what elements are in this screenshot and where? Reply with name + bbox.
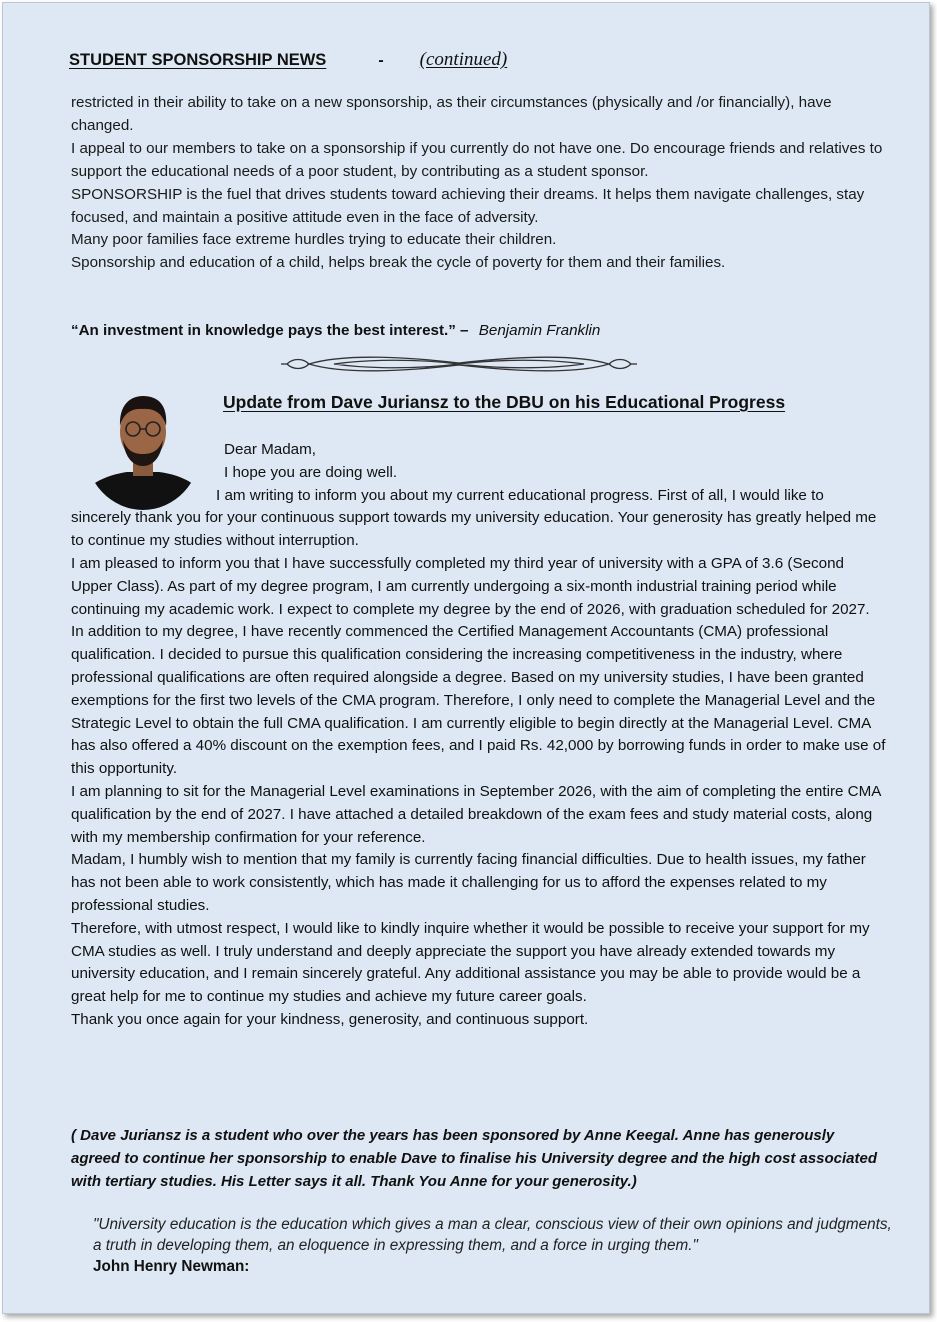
letter-body	[71, 439, 886, 1032]
intro-paragraph: Many poor families face extreme hurdles trying to educate their children.	[71, 231, 557, 249]
section-header	[69, 49, 507, 77]
letter-paragraph: I am planning to sit for the Managerial Level examinations in September 2026, with the aim of completing the entire CMA qualification by the end of 2027. I have attached a detailed breakdown of the exam fees and study material costs, along with my membership confirmation for your reference.	[71, 782, 881, 846]
quote-author: Benjamin Franklin	[478, 322, 601, 339]
intro-paragraph: I appeal to our members to take on a sponsorship if you currently do not have one. Do encourage friends and relatives to support the educational needs of a poor student, by contributing as a student sponsor.	[71, 139, 883, 180]
letter-paragraph: Thank you once again for your kindness, generosity, and continuous support.	[71, 1010, 589, 1028]
letter-paragraph: In addition to my degree, I have recently commenced the Certified Management Accountants (CMA) professional qualification. I decided to pursue this qualification considering the increasing competitiveness in the industry, where professional qualifications are often required alongside a degree. Based on my university studies, I have been granted exemptions for the first two levels of the CMA program. Therefore, I only need to complete the Managerial Level and the Strategic Level to obtain the full CMA qualification. I am currently eligible to begin directly at the Managerial Level. CMA has also offered a 40% discount on the exemption fees, and I paid Rs. 42,000 by borrowing funds in order to make use of this opportunity.	[71, 623, 886, 778]
letter-paragraph: Madam, I humbly wish to mention that my family is currently facing financial difficulties. Due to health issues, my father has not been able to work consistently, which has made it challenging for us to afford the expenses related to my professional studies.	[71, 851, 866, 914]
ornamental-divider-icon	[279, 353, 639, 375]
intro-text	[71, 92, 886, 275]
editor-note: ( Dave Juriansz is a student who over the years has been sponsored by Anne Keegal. Anne has generously agreed to continue her sponsorship to enable Dave to finalise his University degree and the high cost associated with tertiary studies. His Letter says it all. Thank You Anne for your generosity.)	[71, 1127, 878, 1190]
letter-paragraph	[71, 485, 886, 553]
franklin-quote	[71, 320, 891, 342]
header-dash: -	[378, 52, 384, 69]
letter-line: I hope you are doing well.	[224, 463, 398, 481]
intro-paragraph: Sponsorship and education of a child, helps break the cycle of poverty for them and their families.	[71, 254, 726, 272]
letter-paragraph: I am pleased to inform you that I have successfully completed my third year of university with a GPA of 3.6 (Second Upper Class). As part of my degree program, I am currently undergoing a six-month industrial training period while continuing my academic work. I expect to complete my degree by the end of 2026, with graduation scheduled for 2027.	[71, 554, 870, 618]
quote-text: "University education is the education which gives a man a clear, conscious view of their own opinions and judgments, a truth in developing them, an eloquence in expressing them, and a force in urging them."	[93, 1216, 892, 1254]
letter-greeting: Dear Madam,	[224, 441, 317, 458]
letter-paragraph: Therefore, with utmost respect, I would like to kindly inquire whether it would be possible to receive your support for my CMA studies as well. I truly understand and deeply appreciate the support you have already extended towards my university education, and I remain sincerely grateful. Any additional assistance you may be able to provide would be a great help for me to continue my studies and achieve my future career goals.	[71, 919, 870, 1006]
intro-paragraph: restricted in their ability to take on a new sponsorship, as their circumstances (physically and /or financially), have changed.	[71, 94, 832, 134]
update-heading: Update from Dave Juriansz to the DBU on his Educational Progress	[223, 392, 786, 412]
intro-paragraph: SPONSORSHIP is the fuel that drives students toward achieving their dreams. It helps them navigate challenges, stay focused, and maintain a positive attitude even in the face of adversity.	[71, 185, 865, 226]
newsletter-page	[2, 2, 930, 1314]
quote-author: John Henry Newman:	[93, 1258, 250, 1275]
continued-label: (continued)	[419, 49, 508, 70]
quote-text: “An investment in knowledge pays the best interest.” –	[71, 322, 469, 339]
letter-paragraph-text: I am writing to inform you about my current educational progress. First of all, I would like to sincerely thank you for your continuous support towards my university education. Your generosity has greatly helped me to continue my studies without interruption.	[71, 486, 877, 550]
newman-quote	[93, 1214, 893, 1277]
section-title: STUDENT SPONSORSHIP NEWS	[69, 51, 327, 69]
